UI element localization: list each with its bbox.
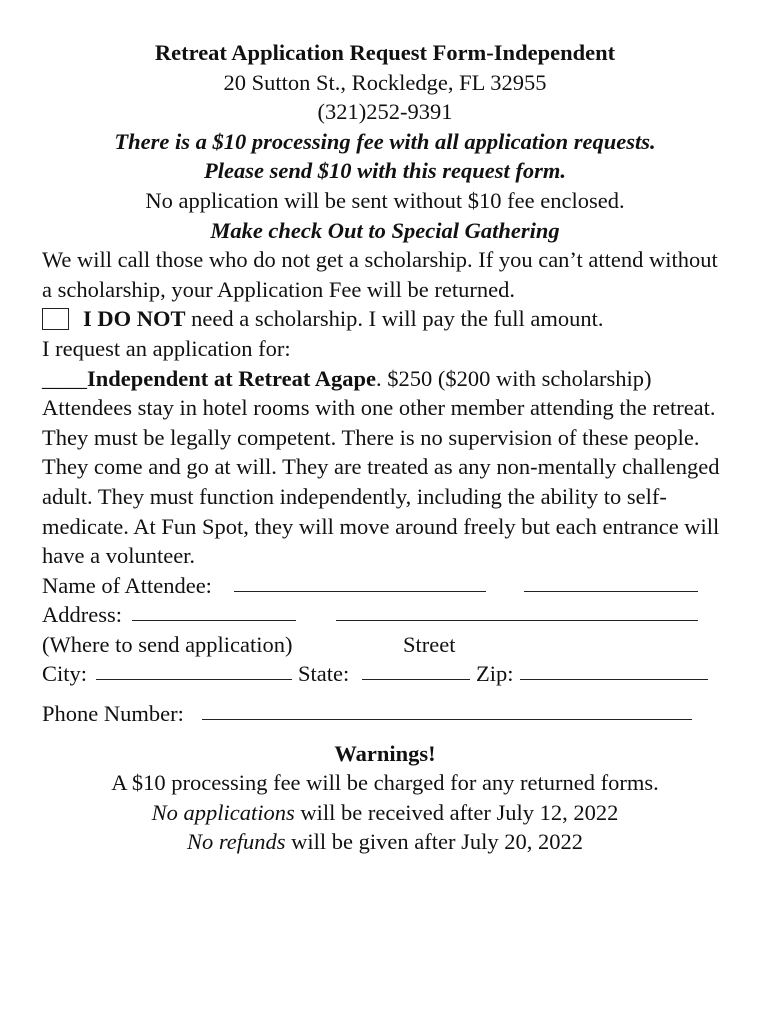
fee-notice: There is a $10 processing fee with all application requests. xyxy=(114,128,656,154)
option-blank[interactable]: ____ xyxy=(42,365,87,391)
name-field-1[interactable] xyxy=(234,571,486,592)
address-label: Address: xyxy=(42,602,122,628)
address-sublabels-row xyxy=(42,630,728,660)
warning-refunds-rest: will be given after July 20, 2022 xyxy=(285,829,583,855)
state-label: State: xyxy=(298,661,350,687)
attendee-description: Attendees stay in hotel rooms with one other member attending the retreat. They must be legally competent. There is no supervision of these people. They come and go at will. They are treated as any non-mentally challenged adult. They must function independently, including the ability to self-medicate. At Fun Spot, they will move around freely but each entrance will have a volunteer. xyxy=(42,395,720,569)
zip-label: Zip: xyxy=(476,661,514,687)
zip-field[interactable] xyxy=(520,659,708,680)
form-title: Retreat Application Request Form-Independent xyxy=(154,40,616,65)
warning-deadline-italic: No applications xyxy=(151,799,295,825)
state-field[interactable] xyxy=(362,659,470,680)
org-phone: (321)252-9391 xyxy=(317,99,453,125)
address-field-2[interactable] xyxy=(336,600,698,621)
scholarship-checkbox-row xyxy=(42,304,728,334)
city-field[interactable] xyxy=(96,659,292,680)
checkbox-label: need a scholarship. I will pay the full amount. xyxy=(191,306,604,332)
city-state-zip-row xyxy=(42,659,728,689)
city-label: City: xyxy=(42,661,88,687)
request-intro: I request an application for: xyxy=(42,335,291,361)
where-label: (Where to send application) xyxy=(42,631,293,657)
warning-returned-forms: A $10 processing fee will be charged for any returned forms. xyxy=(111,770,659,796)
warning-deadline-rest: will be received after July 12, 2022 xyxy=(294,799,619,825)
org-address: 20 Sutton St., Rockledge, FL 32955 xyxy=(223,69,547,95)
no-scholarship-checkbox[interactable] xyxy=(42,308,69,330)
address-row xyxy=(42,600,728,630)
name-row xyxy=(42,571,728,601)
check-payable-notice: Make check Out to Special Gathering xyxy=(210,217,560,243)
street-label: Street xyxy=(403,631,456,657)
option-bold-label: Independent at Retreat Agape xyxy=(87,365,376,391)
name-label: Name of Attendee: xyxy=(42,572,212,598)
phone-row xyxy=(42,699,728,729)
name-field-2[interactable] xyxy=(524,571,698,592)
scholarship-intro: We will call those who do not get a scholarship. If you can’t attend without a scholarship, your Application Fee will be returned. xyxy=(42,247,718,302)
checkbox-bold-label: I DO NOT xyxy=(83,306,186,332)
address-field-1[interactable] xyxy=(132,600,296,621)
no-application-notice: No application will be sent without $10 fee enclosed. xyxy=(145,187,625,213)
warning-refunds-italic: No refunds xyxy=(186,829,286,855)
warnings-title: Warnings! xyxy=(334,740,436,766)
send-notice: Please send $10 with this request form. xyxy=(204,158,566,184)
phone-field[interactable] xyxy=(202,699,692,720)
warning-deadline xyxy=(42,798,728,828)
phone-label: Phone Number: xyxy=(42,701,184,727)
option-price: . $250 ($200 with scholarship) xyxy=(375,365,652,391)
request-option xyxy=(42,364,728,394)
warning-refunds xyxy=(42,827,728,857)
